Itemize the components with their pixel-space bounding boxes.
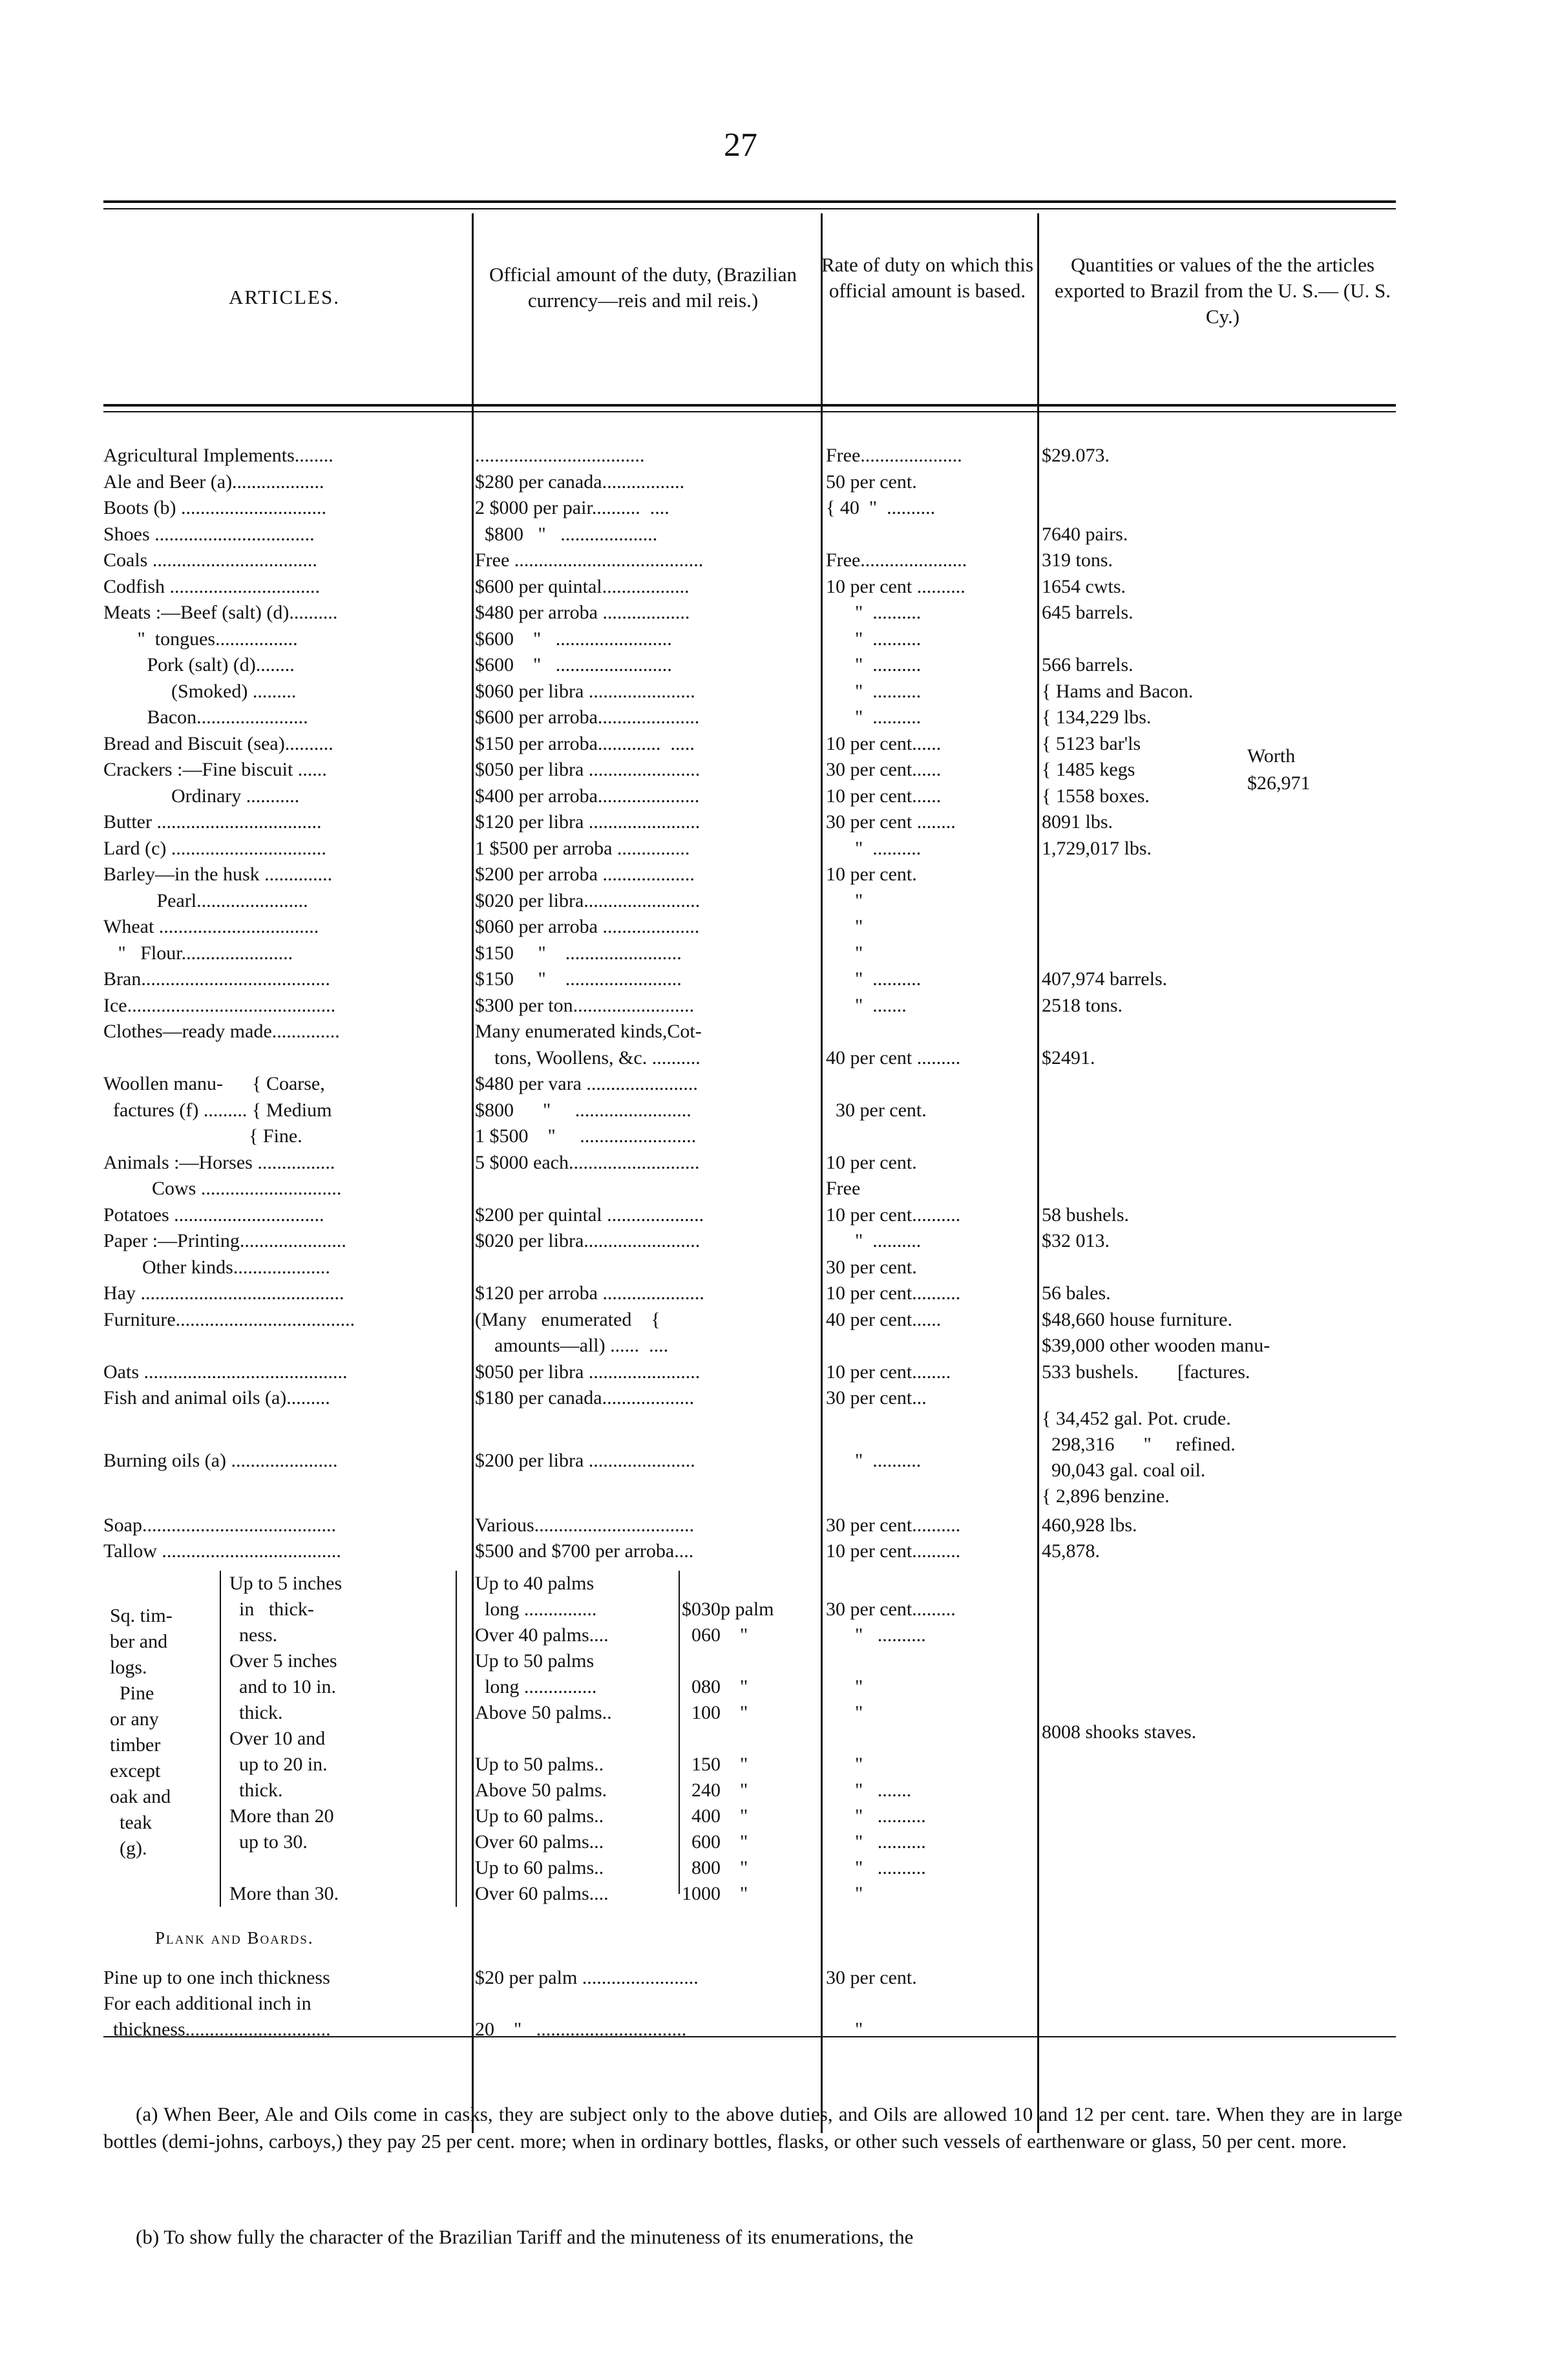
row-quantity: $39,000 other wooden manu- (1042, 1335, 1270, 1356)
row-rate: 30 per cent...... (826, 759, 942, 780)
timber-amount: 060 " (682, 1624, 748, 1646)
timber-article-label: (g). (110, 1838, 147, 1859)
row-article: Agricultural Implements........ (103, 445, 333, 466)
row-article: Pork (salt) (d)........ (103, 654, 295, 675)
row-rate: 10 per cent...... (826, 785, 942, 807)
row-quantity: $2491. (1042, 1047, 1095, 1068)
row-rate: 30 per cent. (826, 1099, 927, 1121)
header-quantities: Quantities or values of the the articles exported to Brazil from the U. S.— (U. S. Cy.) (1054, 253, 1391, 328)
row-rate: " (826, 942, 863, 964)
row-official-duty: $600 per arroba..................... (475, 707, 700, 728)
row-official-duty: (Many enumerated { (475, 1308, 660, 1330)
row-article: Soap........................................ (103, 1514, 336, 1536)
timber-bracket-left (220, 1571, 221, 1907)
timber-length: Over 40 palms.... (475, 1624, 609, 1646)
row-article: Shoes ................................. (103, 523, 315, 545)
row-article: Meats :—Beef (salt) (d).......... (103, 602, 338, 623)
row-official-duty: amounts—all) ...... .... (475, 1335, 669, 1356)
row-rate: 30 per cent ........ (826, 811, 956, 833)
row-rate: 10 per cent.......... (826, 1540, 961, 1562)
timber-rate: " (826, 1676, 863, 1697)
worth-label: Worth (1247, 745, 1296, 767)
row-rate: 40 per cent...... (826, 1308, 942, 1330)
timber-size-label: More than 30. (229, 1883, 339, 1904)
row-official-duty: $150 per arroba............. ..... (475, 732, 695, 754)
footnote-b: (b) To show fully the character of the Brazilian Tariff and the minuteness of its enumerations, the (136, 2226, 914, 2248)
row-official-duty: $800 " ........................ (475, 1099, 691, 1121)
footer-rule (103, 2036, 1396, 2037)
timber-length: Over 60 palms... (475, 1831, 604, 1853)
row-official-duty: $280 per canada................. (475, 471, 685, 493)
row-rate: " .......... (826, 837, 922, 859)
timber-size-label: up to 30. (229, 1831, 308, 1853)
plank-duty: $20 per palm ........................ (475, 1967, 699, 1988)
row-rate: 10 per cent .......... (826, 575, 965, 597)
plank-rate: 30 per cent. (826, 1967, 917, 1988)
row-article: Boots (b) .............................. (103, 497, 326, 518)
timber-article-label: ber and (110, 1631, 168, 1652)
row-article: Potatoes ............................... (103, 1204, 324, 1226)
timber-rate: 30 per cent......... (826, 1599, 956, 1620)
timber-length: Up to 60 palms.. (475, 1857, 604, 1878)
row-rate: " .......... (826, 628, 922, 650)
timber-length: Up to 50 palms (475, 1650, 595, 1672)
row-quantity: 58 bushels. (1042, 1204, 1129, 1226)
row-quantity: 645 barrels. (1042, 602, 1133, 623)
row-article: { Fine. (103, 1125, 302, 1147)
row-article: Crackers :—Fine biscuit ...... (103, 759, 327, 780)
row-article: Oats .......................................... (103, 1361, 348, 1383)
timber-article-label: logs. (110, 1657, 147, 1678)
timber-article-label: Pine (110, 1683, 154, 1704)
timber-article-label: except (110, 1760, 161, 1781)
row-quantity: { 5123 bar'ls (1042, 732, 1141, 754)
timber-rate: " (826, 1702, 863, 1723)
row-rate: 10 per cent.......... (826, 1204, 961, 1226)
timber-length: Up to 60 palms.. (475, 1805, 604, 1827)
timber-size-label: and to 10 in. (229, 1676, 336, 1697)
row-official-duty: $600 " ........................ (475, 654, 672, 675)
row-rate: " .......... (826, 602, 922, 623)
timber-size-label: in thick- (229, 1599, 314, 1620)
timber-rate: " .......... (826, 1857, 926, 1878)
timber-size-label: Over 10 and (229, 1728, 326, 1749)
plank-article: For each additional inch in (103, 1993, 311, 2014)
row-official-duty: $060 per libra ...................... (475, 680, 695, 702)
timber-article-label: timber (110, 1734, 161, 1756)
timber-article-label: Sq. tim- (110, 1605, 173, 1626)
timber-length: long ............... (475, 1599, 597, 1620)
row-official-duty: $180 per canada................... (475, 1387, 695, 1408)
row-quantity: 460,928 lbs. (1042, 1514, 1137, 1536)
row-quantity: $29.073. (1042, 445, 1110, 466)
timber-bracket-right (456, 1571, 457, 1907)
row-rate: 30 per cent. (826, 1256, 917, 1278)
row-official-duty: 5 $000 each........................... (475, 1151, 700, 1173)
plank-rate: " (826, 2019, 863, 2040)
row-article: Codfish ............................... (103, 575, 321, 597)
row-official-duty: Many enumerated kinds,Cot- (475, 1021, 702, 1042)
column-divider-2 (821, 213, 823, 2133)
timber-amount: 1000 " (682, 1883, 748, 1904)
row-article: " Flour....................... (103, 942, 293, 964)
timber-size-label: ness. (229, 1624, 278, 1646)
timber-length: Up to 40 palms (475, 1573, 595, 1594)
row-article: Bread and Biscuit (sea).......... (103, 732, 333, 754)
timber-article-label: teak (110, 1812, 152, 1833)
row-rate: Free (826, 1178, 861, 1199)
row-rate: " .......... (826, 680, 922, 702)
timber-size-label: thick. (229, 1702, 283, 1723)
timber-rate: " .......... (826, 1624, 926, 1646)
row-article: factures (f) ......... { Medium (103, 1099, 332, 1121)
row-quantity: 2518 tons. (1042, 994, 1123, 1016)
row-official-duty: 1 $500 " ........................ (475, 1125, 697, 1147)
timber-amount: 400 " (682, 1805, 748, 1827)
row-official-duty: $060 per arroba .................... (475, 916, 700, 937)
row-rate: " .......... (826, 968, 922, 990)
row-official-duty: ................................... (475, 445, 645, 466)
burning-oils-qty-3: 90,043 gal. coal oil. (1042, 1460, 1206, 1481)
plank-article: Pine up to one inch thickness (103, 1967, 330, 1988)
row-quantity: { 1485 kegs (1042, 759, 1135, 780)
row-official-duty: $120 per libra ....................... (475, 811, 701, 833)
row-official-duty: $800 " .................... (475, 523, 658, 545)
row-official-duty: $050 per libra ....................... (475, 759, 701, 780)
row-article: Lard (c) ................................ (103, 837, 326, 859)
row-article: " tongues................. (103, 628, 298, 650)
timber-size-label: More than 20 (229, 1805, 334, 1827)
row-article: Ice........................................... (103, 994, 336, 1016)
row-article: Pearl....................... (103, 889, 308, 911)
row-rate: 10 per cent. (826, 864, 917, 885)
timber-amount: 150 " (682, 1754, 748, 1775)
row-article: Wheat ................................. (103, 916, 319, 937)
row-official-duty: $120 per arroba ..................... (475, 1282, 704, 1304)
row-rate: 10 per cent........ (826, 1361, 951, 1383)
row-rate: 10 per cent. (826, 1151, 917, 1173)
timber-length: long ............... (475, 1676, 597, 1697)
row-rate: 50 per cent. (826, 471, 917, 493)
worth-value: $26,971 (1247, 772, 1311, 794)
timber-article-label: or any (110, 1708, 159, 1730)
timber-size-label: Over 5 inches (229, 1650, 337, 1672)
row-official-duty: $200 per arroba ................... (475, 864, 695, 885)
row-quantity: { 1558 boxes. (1042, 785, 1150, 807)
timber-amount: $030p palm (682, 1599, 774, 1620)
timber-article-label: oak and (110, 1786, 171, 1807)
row-rate: 10 per cent.......... (826, 1282, 961, 1304)
row-article: (Smoked) ......... (103, 680, 297, 702)
timber-quantity: 8008 shooks staves. (1042, 1721, 1197, 1743)
row-rate: 30 per cent... (826, 1387, 927, 1408)
row-quantity: 566 barrels. (1042, 654, 1133, 675)
row-article: Furniture..................................... (103, 1308, 355, 1330)
timber-size-label: Up to 5 inches (229, 1573, 343, 1594)
row-quantity: 319 tons. (1042, 549, 1113, 571)
row-official-duty: 1 $500 per arroba ............... (475, 837, 690, 859)
row-official-duty: $500 and $700 per arroba.... (475, 1540, 694, 1562)
burning-oils-rate: " .......... (826, 1450, 922, 1471)
row-rate: " .......... (826, 1230, 922, 1251)
row-quantity: { Hams and Bacon. (1042, 680, 1194, 702)
plank-duty: 20 " ............................... (475, 2019, 687, 2040)
header-official-amount: Official amount of the duty, (Brazilian currency—reis and mil reis.) (489, 263, 797, 312)
plank-heading: Plank and Boards. (155, 1928, 314, 1948)
column-divider-1 (472, 213, 474, 2133)
row-rate: 10 per cent...... (826, 732, 942, 754)
burning-oils-qty-1: { 34,452 gal. Pot. crude. (1042, 1408, 1231, 1429)
row-official-duty: $150 " ........................ (475, 968, 682, 990)
row-official-duty: Various................................. (475, 1514, 695, 1536)
footnote-a: (a) When Beer, Ale and Oils come in casks, they are subject only to the above duties, and Oils are allowed 10 and 12 per cent. tare. When they are in large bottles (demi-johns, carboys,) they pay 25 per cent. more; when in ordinary bottles, flasks, or other such vessels of earthenware or glass, 50 per cent. more. (103, 2103, 1402, 2152)
row-quantity: 8091 lbs. (1042, 811, 1113, 833)
row-quantity: 533 bushels. [factures. (1042, 1361, 1250, 1383)
row-rate: " (826, 916, 863, 937)
row-rate: Free..................... (826, 445, 962, 466)
row-official-duty: tons, Woollens, &c. .......... (475, 1047, 701, 1068)
row-rate: " (826, 889, 863, 911)
timber-length: Above 50 palms. (475, 1780, 607, 1801)
row-article: Other kinds.................... (103, 1256, 330, 1278)
timber-amount: 600 " (682, 1831, 748, 1853)
row-article: Cows ............................. (103, 1178, 342, 1199)
row-rate: Free...................... (826, 549, 967, 571)
row-official-duty: Free ....................................... (475, 549, 704, 571)
row-rate: 40 per cent ......... (826, 1047, 961, 1068)
row-official-duty: $600 " ........................ (475, 628, 672, 650)
burning-oils-qty-4: { 2,896 benzine. (1042, 1485, 1170, 1507)
row-rate: " .......... (826, 707, 922, 728)
timber-amount: 240 " (682, 1780, 748, 1801)
row-official-duty: 2 $000 per pair.......... .... (475, 497, 669, 518)
row-article: Ale and Beer (a)................... (103, 471, 324, 493)
timber-size-label: up to 20 in. (229, 1754, 328, 1775)
row-quantity: 1,729,017 lbs. (1042, 837, 1152, 859)
timber-amount-divider (679, 1571, 680, 1894)
plank-article: thickness.............................. (103, 2019, 331, 2040)
burning-oils-qty-2: 298,316 " refined. (1042, 1434, 1236, 1455)
row-quantity: { 134,229 lbs. (1042, 707, 1152, 728)
timber-size-label: thick. (229, 1780, 283, 1801)
row-article: Barley—in the husk .............. (103, 864, 333, 885)
row-rate: " .......... (826, 654, 922, 675)
row-quantity: 56 bales. (1042, 1282, 1111, 1304)
timber-length: Over 60 palms.... (475, 1883, 609, 1904)
timber-rate: " .......... (826, 1805, 926, 1827)
row-article: Hay .......................................... (103, 1282, 344, 1304)
header-articles: ARTICLES. (228, 286, 340, 308)
row-rate: " ....... (826, 994, 907, 1016)
row-quantity: $48,660 house furniture. (1042, 1308, 1232, 1330)
row-article: Bacon....................... (103, 707, 308, 728)
row-article: Tallow ..................................... (103, 1540, 341, 1562)
row-article: Bran....................................... (103, 968, 330, 990)
timber-rate: " (826, 1883, 863, 1904)
row-article: Animals :—Horses ................ (103, 1151, 335, 1173)
row-rate: { 40 " .......... (826, 497, 936, 518)
page-number: 27 (724, 127, 757, 164)
row-quantity: $32 013. (1042, 1230, 1110, 1251)
row-official-duty: $150 " ........................ (475, 942, 682, 964)
timber-rate: " (826, 1754, 863, 1775)
row-rate: 30 per cent.......... (826, 1514, 961, 1536)
row-article: Butter .................................. (103, 811, 322, 833)
timber-rate: " ....... (826, 1780, 912, 1801)
row-official-duty: $300 per ton......................... (475, 994, 695, 1016)
timber-amount: 800 " (682, 1857, 748, 1878)
burning-oils-article: Burning oils (a) ...................... (103, 1450, 338, 1471)
timber-amount: 080 " (682, 1676, 748, 1697)
row-article: Ordinary ........... (103, 785, 300, 807)
row-official-duty: $020 per libra........................ (475, 1230, 701, 1251)
column-divider-3 (1037, 213, 1039, 2133)
row-article: Woollen manu- { Coarse, (103, 1073, 325, 1094)
timber-amount: 100 " (682, 1702, 748, 1723)
row-official-duty: $050 per libra ....................... (475, 1361, 701, 1383)
row-article: Clothes—ready made.............. (103, 1021, 340, 1042)
row-quantity: 407,974 barrels. (1042, 968, 1168, 990)
header-rule (103, 404, 1396, 407)
timber-length: Up to 50 palms.. (475, 1754, 604, 1775)
row-article: Fish and animal oils (a)......... (103, 1387, 330, 1408)
header-rule-2 (103, 411, 1396, 412)
burning-oils-duty: $200 per libra ...................... (475, 1450, 695, 1471)
row-official-duty: $480 per vara ....................... (475, 1073, 698, 1094)
row-official-duty: $020 per libra........................ (475, 889, 701, 911)
row-quantity: 7640 pairs. (1042, 523, 1128, 545)
row-official-duty: $480 per arroba .................. (475, 602, 690, 623)
timber-rate: " .......... (826, 1831, 926, 1853)
timber-length: Above 50 palms.. (475, 1702, 612, 1723)
row-article: Coals .................................. (103, 549, 317, 571)
row-official-duty: $600 per quintal.................. (475, 575, 690, 597)
top-rule (103, 200, 1396, 203)
row-article: Paper :—Printing...................... (103, 1230, 346, 1251)
row-official-duty: $200 per quintal .................... (475, 1204, 704, 1226)
row-quantity: 1654 cwts. (1042, 575, 1126, 597)
header-rate: Rate of duty on which this official amount is based. (821, 253, 1034, 302)
row-quantity: 45,878. (1042, 1540, 1100, 1562)
top-rule-2 (103, 208, 1396, 209)
row-official-duty: $400 per arroba..................... (475, 785, 700, 807)
